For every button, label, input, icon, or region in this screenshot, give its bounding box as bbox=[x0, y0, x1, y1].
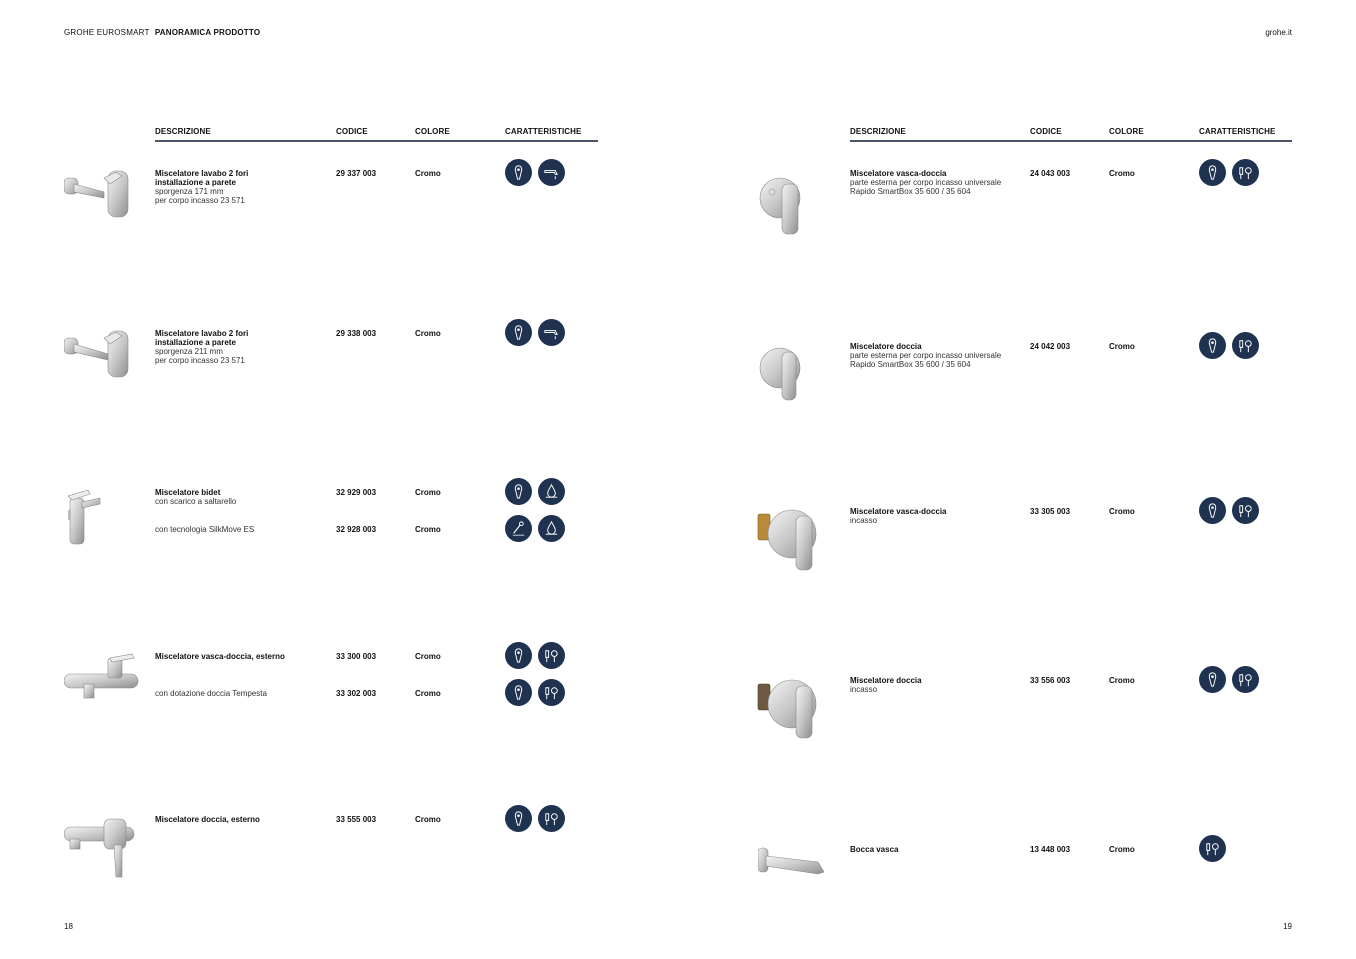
product-color: Cromo bbox=[415, 488, 441, 497]
column-color: COLORE bbox=[415, 127, 450, 136]
energy-saving-icon bbox=[505, 515, 532, 542]
cartridge-icon bbox=[505, 679, 532, 706]
wall-basin-mixer-image bbox=[64, 328, 132, 382]
diverter-icon bbox=[538, 679, 565, 706]
product-title: Miscelatore vasca-doccia bbox=[850, 169, 947, 178]
product-title: Miscelatore bidet bbox=[155, 488, 221, 497]
product-title: Miscelatore doccia, esterno bbox=[155, 815, 260, 824]
concealed-bath-mixer-image bbox=[758, 168, 804, 238]
water-drop-icon bbox=[538, 515, 565, 542]
product-code: 33 302 003 bbox=[336, 689, 377, 698]
diverter-icon bbox=[1232, 159, 1259, 186]
product-title: Miscelatore lavabo 2 fori bbox=[155, 329, 249, 338]
product-title: Bocca vasca bbox=[850, 845, 899, 854]
product-title: installazione a parete bbox=[155, 338, 236, 347]
product-code: 33 555 003 bbox=[336, 815, 377, 824]
concealed-bath-mixer-kit-image bbox=[756, 506, 822, 572]
page-number-left: 18 bbox=[64, 922, 73, 931]
diverter-icon bbox=[538, 805, 565, 832]
product-color: Cromo bbox=[415, 329, 441, 338]
product-detail: per corpo incasso 23 571 bbox=[155, 196, 245, 205]
product-title: Miscelatore doccia bbox=[850, 342, 922, 351]
bath-shower-mixer-image bbox=[64, 652, 144, 702]
product-color: Cromo bbox=[415, 169, 441, 178]
product-code: 24 042 003 bbox=[1030, 342, 1071, 351]
product-color: Cromo bbox=[1109, 845, 1135, 854]
product-detail: incasso bbox=[850, 685, 878, 694]
cartridge-icon bbox=[1199, 666, 1226, 693]
product-detail: sporgenza 171 mm bbox=[155, 187, 224, 196]
column-description: DESCRIZIONE bbox=[155, 127, 211, 136]
column-description: DESCRIZIONE bbox=[850, 127, 906, 136]
product-code: 29 338 003 bbox=[336, 329, 377, 338]
product-color: Cromo bbox=[1109, 342, 1135, 351]
cartridge-icon bbox=[505, 319, 532, 346]
product-detail: sporgenza 211 mm bbox=[155, 347, 223, 356]
diverter-icon bbox=[1232, 497, 1259, 524]
product-detail: con dotazione doccia Tempesta bbox=[155, 689, 267, 698]
cartridge-icon bbox=[1199, 497, 1226, 524]
product-code: 29 337 003 bbox=[336, 169, 377, 178]
product-color: Cromo bbox=[415, 652, 441, 661]
water-drop-icon bbox=[538, 478, 565, 505]
product-color: Cromo bbox=[1109, 676, 1135, 685]
column-features: CARATTERISTICHE bbox=[1199, 127, 1276, 136]
product-code: 13 448 003 bbox=[1030, 845, 1071, 854]
product-code: 24 043 003 bbox=[1030, 169, 1071, 178]
product-detail: per corpo incasso 23 571 bbox=[155, 356, 245, 365]
product-code: 33 300 003 bbox=[336, 652, 377, 661]
cartridge-icon bbox=[505, 805, 532, 832]
product-detail: parte esterna per corpo incasso universale bbox=[850, 178, 1002, 187]
product-detail: Rapido SmartBox 35 600 / 35 604 bbox=[850, 360, 971, 369]
product-title: Miscelatore vasca-doccia, esterno bbox=[155, 652, 285, 661]
bidet-mixer-image bbox=[64, 488, 104, 546]
header-rule bbox=[155, 140, 598, 142]
cartridge-icon bbox=[505, 478, 532, 505]
diverter-icon bbox=[538, 642, 565, 669]
page-number-right: 19 bbox=[1283, 922, 1292, 931]
column-code: CODICE bbox=[336, 127, 368, 136]
site-url: grohe.it bbox=[1265, 28, 1292, 37]
product-color: Cromo bbox=[415, 815, 441, 824]
cartridge-icon bbox=[1199, 159, 1226, 186]
column-features: CARATTERISTICHE bbox=[505, 127, 582, 136]
diverter-icon bbox=[1232, 666, 1259, 693]
product-detail: con tecnologia SilkMove ES bbox=[155, 525, 255, 534]
product-code: 32 928 003 bbox=[336, 525, 377, 534]
product-detail: incasso bbox=[850, 516, 878, 525]
bath-spout-image bbox=[758, 844, 826, 878]
header-rule bbox=[850, 140, 1292, 142]
cartridge-icon bbox=[505, 159, 532, 186]
concealed-shower-mixer-image bbox=[758, 340, 804, 404]
product-title: Miscelatore lavabo 2 fori bbox=[155, 169, 249, 178]
spout-icon bbox=[538, 159, 565, 186]
product-color: Cromo bbox=[1109, 169, 1135, 178]
running-header bbox=[64, 28, 260, 37]
wall-basin-mixer-image bbox=[64, 168, 132, 222]
spout-icon bbox=[538, 319, 565, 346]
product-detail: Rapido SmartBox 35 600 / 35 604 bbox=[850, 187, 971, 196]
column-color: COLORE bbox=[1109, 127, 1144, 136]
product-title: Miscelatore vasca-doccia bbox=[850, 507, 947, 516]
product-color: Cromo bbox=[415, 525, 441, 534]
diverter-icon bbox=[1199, 835, 1226, 862]
product-detail: con scarico a saltarello bbox=[155, 497, 237, 506]
product-code: 33 305 003 bbox=[1030, 507, 1071, 516]
brand-label: GROHE EUROSMART bbox=[64, 28, 150, 37]
concealed-shower-mixer-kit-image bbox=[756, 676, 822, 740]
cartridge-icon bbox=[505, 642, 532, 669]
column-code: CODICE bbox=[1030, 127, 1062, 136]
shower-mixer-image bbox=[64, 815, 138, 879]
product-detail: parte esterna per corpo incasso universale bbox=[850, 351, 1002, 360]
product-title: installazione a parete bbox=[155, 178, 236, 187]
product-color: Cromo bbox=[415, 689, 441, 698]
diverter-icon bbox=[1232, 332, 1259, 359]
product-code: 32 929 003 bbox=[336, 488, 377, 497]
product-code: 33 556 003 bbox=[1030, 676, 1071, 685]
section-label: PANORAMICA PRODOTTO bbox=[154, 28, 261, 37]
product-title: Miscelatore doccia bbox=[850, 676, 922, 685]
cartridge-icon bbox=[1199, 332, 1226, 359]
product-color: Cromo bbox=[1109, 507, 1135, 516]
